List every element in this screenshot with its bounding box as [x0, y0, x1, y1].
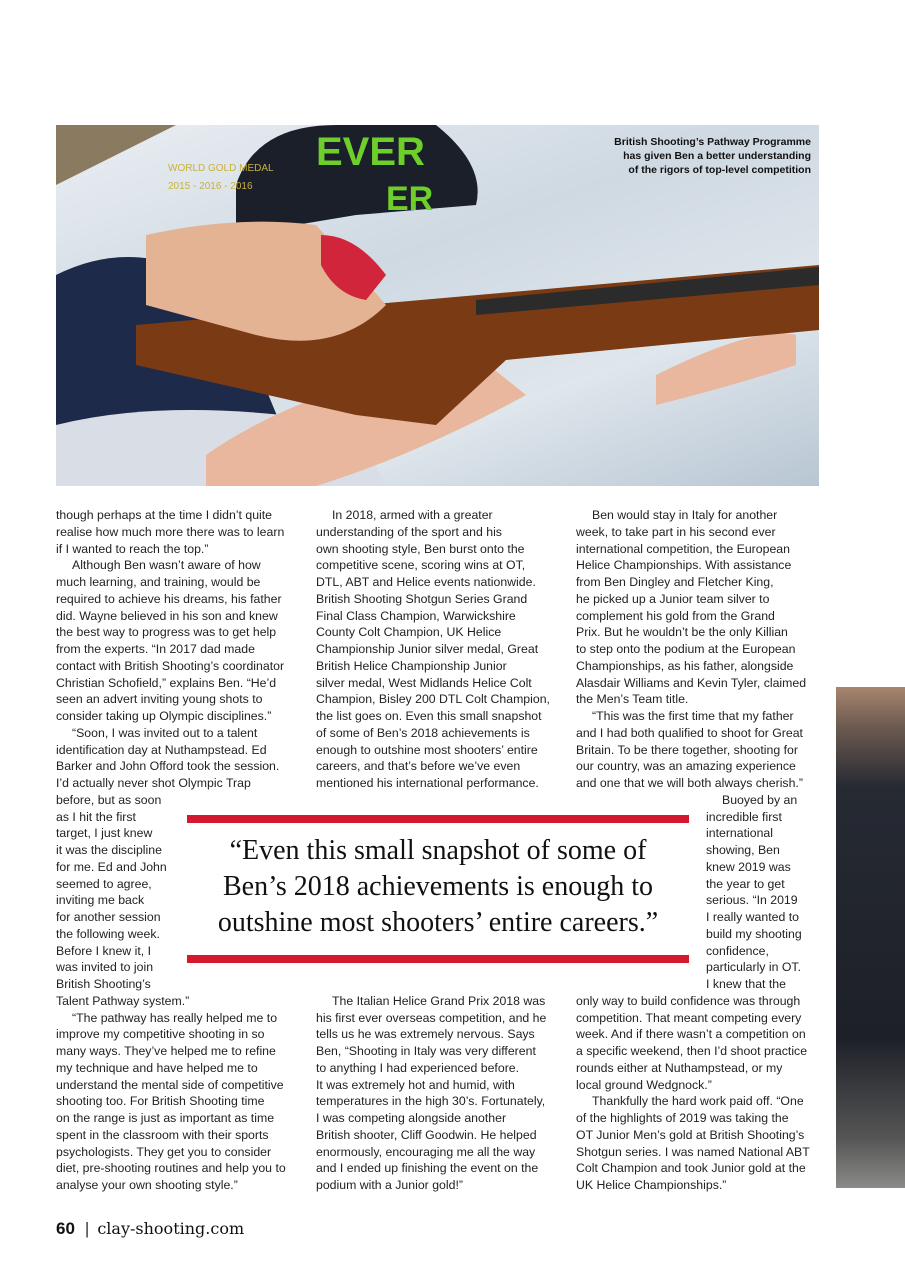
cap-badge-text: 2015 - 2016 - 2016: [168, 181, 253, 192]
text-line: The Italian Helice Grand Prix 2018 was: [332, 993, 546, 1008]
pullquote-rule-top: [187, 815, 689, 823]
text-line: realise how much more there was to learn: [56, 524, 285, 539]
text-line: Buoyed by an: [722, 792, 798, 807]
text-line: our country, was an amazing experience: [576, 759, 796, 774]
text-line: the year to get: [706, 876, 785, 891]
text-line: British Helice Championship Junior: [316, 658, 507, 673]
text-line: Prix. But he wouldn’t be the only Killian: [576, 625, 788, 640]
text-line: I’d actually never shot Olympic Trap: [56, 776, 251, 790]
hero-photo: [56, 125, 819, 486]
text-line: the following week.: [56, 926, 160, 941]
text-line: spent in the classroom with their sports: [56, 1127, 269, 1142]
pullquote-rule-bottom: [187, 955, 689, 963]
photo-caption: [614, 135, 811, 177]
text-line: was invited to join: [56, 960, 154, 975]
text-line: Before I knew it, I: [56, 943, 152, 958]
text-line: target, I just knew: [56, 826, 153, 841]
text-line: serious. “In 2019: [706, 893, 798, 908]
text-line: and I ended up finishing the event on the: [316, 1161, 539, 1176]
cap-text: ER: [386, 180, 434, 218]
text-line: competitive scene, scoring wins at OT,: [316, 558, 526, 573]
text-line: the best way to progress was to get help: [56, 625, 277, 640]
text-line: showing, Ben: [706, 843, 780, 857]
text-line: the list goes on. Even this small snapshot: [316, 709, 542, 723]
text-line: tells us he was extremely nervous. Says: [316, 1027, 535, 1042]
text-line: Final Class Champion, Warwickshire: [316, 608, 516, 623]
text-line: week. And if there wasn’t a competition on: [576, 1027, 806, 1042]
text-line: particularly in OT.: [706, 960, 801, 975]
site-url: clay-shooting.com: [97, 1219, 245, 1238]
text-line: It was extremely hot and humid, with: [316, 1077, 515, 1092]
text-line: I knew that the: [706, 977, 786, 991]
text-line: British shooter, Cliff Goodwin. He helped: [316, 1127, 537, 1142]
text-line: the Men’s Team title.: [576, 692, 689, 707]
text-line: a specific weekend, then I’d shoot practice: [576, 1044, 808, 1058]
text-line: confidence,: [706, 943, 769, 958]
text-line: before, but as soon: [56, 792, 162, 807]
text-line: seen an advert inviting young shots to: [56, 692, 263, 707]
text-line: build my shooting: [706, 926, 802, 941]
text-line: enormously, encouraging me all the way: [316, 1144, 536, 1159]
text-line: Helice Championships. With assistance: [576, 558, 792, 573]
pull-quote: [187, 833, 689, 941]
text-line: Championship Junior silver medal, Great: [316, 642, 539, 656]
text-line: much learning, and training, would be: [56, 575, 261, 589]
text-line: rounds either at Nuthampstead, or my: [576, 1060, 783, 1075]
text-line: of the highlights of 2019 was taking the: [576, 1111, 789, 1125]
text-line: Britain. To be there together, shooting for: [576, 742, 798, 757]
text-line: many ways. They’ve helped me to refine: [56, 1044, 276, 1058]
text-line: and I had both qualified to shoot for Great: [576, 725, 803, 740]
pull-quote-line: “Even this small snapshot of some of: [229, 835, 647, 866]
text-line: competition. That meant competing every: [576, 1010, 802, 1025]
text-line: for another session: [56, 910, 161, 924]
text-line: for me. Ed and John: [56, 859, 167, 874]
text-line: complement his gold from the Grand: [576, 608, 775, 623]
text-line: Championships, as his father, alongside: [576, 658, 794, 673]
text-line: psychologists. They get you to consider: [56, 1144, 272, 1159]
text-line: shooting too. For British Shooting time: [56, 1094, 265, 1109]
text-line: Ben would stay in Italy for another: [592, 508, 778, 522]
text-line: as I hit the first: [56, 809, 136, 824]
pull-quote-line: outshine most shooters’ entire careers.”: [217, 907, 659, 938]
text-line: Alasdair Williams and Kevin Tyler, claimed: [576, 675, 807, 690]
text-line: required to achieve his dreams, his father: [56, 591, 282, 606]
text-line: County Colt Champion, UK Helice: [316, 625, 502, 640]
caption-line: has given Ben a better understanding: [623, 150, 811, 162]
text-line: I really wanted to: [706, 910, 799, 924]
shooter-photo-illustration: [56, 125, 819, 486]
text-line: on the range is just as important as time: [56, 1111, 275, 1125]
text-line: consider taking up Olympic disciplines.”: [56, 709, 272, 723]
text-line: of some of Ben’s 2018 achievements is: [316, 725, 530, 740]
text-line: Ben, “Shooting in Italy was very different: [316, 1044, 536, 1058]
cap-text: EVER: [316, 130, 425, 174]
text-line: Thankfully the hard work paid off. “One: [592, 1094, 804, 1109]
cap-badge-text: WORLD GOLD MEDAL: [168, 163, 274, 174]
text-line: week, to take part in his second ever: [576, 524, 776, 539]
text-line: international competition, the European: [576, 541, 790, 556]
text-line: I was competing alongside another: [316, 1111, 507, 1125]
text-line: “The pathway has really helped me to: [72, 1010, 278, 1025]
text-line: incredible first: [706, 809, 782, 824]
text-line: did. Wayne believed in his son and knew: [56, 608, 278, 623]
text-line: my technique and have helped me to: [56, 1060, 258, 1075]
text-line: though perhaps at the time I didn’t quite: [56, 508, 273, 522]
text-line: silver medal, West Midlands Helice Colt: [316, 675, 532, 690]
text-line: understanding of the sport and his: [316, 524, 502, 539]
text-line: OT Junior Men’s gold at British Shooting’s: [576, 1127, 805, 1142]
text-line: In 2018, armed with a greater: [332, 508, 493, 522]
text-line: contact with British Shooting’s coordinator: [56, 658, 285, 673]
text-line: Champion, Bisley 200 DTL Colt Champion,: [316, 692, 550, 707]
text-line: British Shooting’s: [56, 977, 151, 991]
caption-line: of the rigors of top-level competition: [628, 164, 811, 176]
footer-separator: |: [84, 1219, 90, 1238]
text-line: British Shooting Shotgun Series Grand: [316, 591, 528, 606]
text-line: and one that we will both always cherish.”: [576, 776, 803, 790]
text-line: Although Ben wasn’t aware of how: [72, 558, 261, 573]
text-line: Barker and John Offord took the session.: [56, 759, 280, 774]
text-line: local ground Wedgnock.”: [576, 1077, 712, 1092]
text-line: his first ever overseas competition, and he: [316, 1010, 547, 1025]
pull-quote-line: Ben’s 2018 achievements is enough to: [222, 871, 654, 902]
text-line: Colt Champion and took Junior gold at the: [576, 1161, 806, 1176]
text-line: “This was the first time that my father: [592, 709, 794, 723]
text-line: “Soon, I was invited out to a talent: [72, 725, 258, 740]
text-line: own shooting style, Ben burst onto the: [316, 541, 525, 556]
text-line: diet, pre-shooting routines and help you to: [56, 1161, 286, 1176]
text-line: temperatures in the high 30’s. Fortunately,: [316, 1094, 546, 1109]
text-line: to anything I had experienced before.: [316, 1060, 520, 1075]
text-line: from the experts. “In 2017 dad made: [56, 642, 255, 656]
text-line: inviting me back: [56, 893, 145, 908]
text-line: identification day at Nuthampstead. Ed: [56, 742, 267, 757]
text-line: analyse your own shooting style.”: [56, 1178, 238, 1192]
text-line: it was the discipline: [56, 843, 162, 857]
text-line: improve my competitive shooting in so: [56, 1027, 265, 1042]
text-line: enough to outshine most shooters’ entire: [316, 742, 538, 757]
text-line: international: [706, 826, 773, 841]
text-line: Talent Pathway system.”: [56, 993, 190, 1008]
text-line: careers, and that’s before we’ve even: [316, 759, 521, 774]
text-line: knew 2019 was: [706, 859, 791, 874]
text-line: from Ben Dingley and Fletcher King,: [576, 575, 774, 589]
text-line: he picked up a Junior team silver to: [576, 591, 770, 606]
caption-line: British Shooting’s Pathway Programme: [614, 136, 811, 148]
text-line: seemed to agree,: [56, 876, 152, 891]
text-line: Christian Schofield,” explains Ben. “He’d: [56, 675, 277, 690]
text-line: Shotgun series. I was named National ABT: [576, 1144, 810, 1159]
text-line: podium with a Junior gold!”: [316, 1178, 463, 1192]
text-line: DTL, ABT and Helice events nationwide.: [316, 575, 536, 589]
text-line: only way to build confidence was through: [576, 993, 801, 1008]
text-line: if I wanted to reach the top.”: [56, 541, 209, 556]
text-line: mentioned his international performance.: [316, 776, 539, 790]
page-footer: [56, 1219, 244, 1239]
text-line: to step onto the podium at the European: [576, 642, 796, 656]
text-line: understand the mental side of competitive: [56, 1077, 284, 1092]
page-number: 60: [56, 1219, 75, 1238]
adjacent-page-photo-edge: [836, 687, 905, 1188]
text-line: UK Helice Championships.”: [576, 1178, 727, 1192]
